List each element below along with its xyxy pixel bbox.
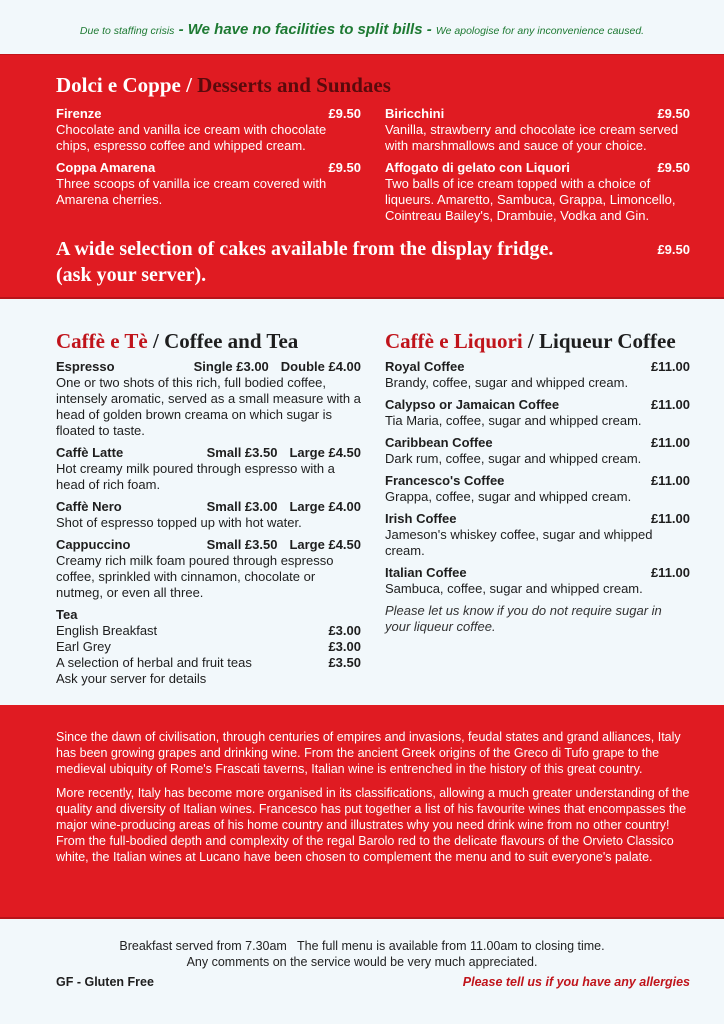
- liqueur-coffee-section: [385, 329, 690, 635]
- item-name: Firenze: [56, 106, 102, 121]
- item-price-small: Single £3.00: [193, 359, 269, 374]
- cakes-price: £9.50: [657, 242, 690, 257]
- item-price-small: Small £3.50: [206, 445, 278, 460]
- desserts-section: [0, 54, 724, 299]
- wine-paragraph: More recently, Italy has become more organised in its classifications, allowing a much greater understanding of the quality and diversity of Italian wines. Francesco has put together a list of his favourite wines that encompasses the major wine-producing areas of his home country and illustrates why you need drink wine from no other country! From the full-bodied depth and complexity of the regal Barolo red to the delicate flavours of the Orvieto Classico white, the Italian wines at Lucano have been chosen to complement the menu and to suit everyone's palate.: [56, 786, 690, 864]
- item-price-large: Large £4.00: [289, 499, 361, 514]
- item-description: Creamy rich milk foam poured through espresso coffee, sprinkled with cinnamon, chocolate or nutmeg, or even all three.: [56, 553, 334, 600]
- item-description: Two balls of ice cream topped with a choice of liqueurs. Amaretto, Sambuca, Grappa, Limoncello, Cointreau Bailey's, Drambuie, Vodka and Gin.: [385, 176, 676, 223]
- tea-note: Ask your server for details: [56, 671, 207, 686]
- sugar-note: Please let us know if you do not require sugar in your liqueur coffee.: [385, 603, 662, 634]
- item-name: Coppa Amarena: [56, 160, 156, 175]
- item-name: Francesco's Coffee: [385, 473, 505, 488]
- tea-row: [56, 623, 361, 639]
- item-name: Royal Coffee: [385, 359, 465, 374]
- menu-item: [385, 473, 690, 505]
- item-price: £11.00: [650, 435, 690, 450]
- item-name: Affogato di gelato con Liquori: [385, 160, 570, 175]
- menu-item: [56, 359, 361, 439]
- desserts-title-italian: Dolci e Coppe: [56, 73, 181, 97]
- item-price-large: Large £4.50: [289, 445, 361, 460]
- wine-section: [0, 705, 724, 919]
- cakes-notice: [56, 236, 690, 288]
- menu-item: [385, 565, 690, 597]
- notice-separator: -: [422, 21, 436, 38]
- item-description: Tia Maria, coffee, sugar and whipped cream.: [385, 413, 642, 428]
- item-price: £11.00: [650, 359, 690, 374]
- cakes-line-2: (ask your server).: [56, 264, 207, 286]
- comments-note: Any comments on the service would be very much appreciated.: [186, 955, 538, 969]
- menu-item: [56, 106, 361, 154]
- allergy-notice: Please tell us if you have any allergies: [462, 975, 690, 989]
- menu-item: [56, 445, 361, 493]
- menu-item: [385, 435, 690, 467]
- item-price: £11.00: [650, 473, 690, 488]
- item-price: £9.50: [657, 106, 690, 121]
- item-price-small: Small £3.50: [206, 537, 278, 552]
- menu-item: [56, 499, 361, 531]
- desserts-left-column: [56, 106, 361, 214]
- cakes-line-1: A wide selection of cakes available from the display fridge.: [56, 238, 554, 260]
- wine-paragraph: Since the dawn of civilisation, through centuries of empires and invasions, feudal states and grand alliances, Italy has been growing grapes and drinking wine. From the ancient Greek origins of the Greco di Tufo grape to the medieval ubiquity of Rome's Frascati taverns, Italian wine is entrenched in the history of this great country.: [56, 730, 681, 776]
- menu-item: [385, 160, 690, 224]
- tea-price: £3.00: [328, 623, 361, 638]
- menu-item: [385, 397, 690, 429]
- notice-separator: -: [174, 21, 188, 38]
- tea-name: A selection of herbal and fruit teas: [56, 655, 252, 670]
- item-name: Caffè Nero: [56, 499, 122, 514]
- item-description: Chocolate and vanilla ice cream with chocolate chips, espresso coffee and whipped cream.: [56, 122, 327, 153]
- tea-price: £3.00: [328, 639, 361, 654]
- gluten-free-legend: GF - Gluten Free: [56, 975, 154, 989]
- split-bills-notice: [0, 21, 724, 39]
- title-separator: /: [522, 329, 539, 353]
- item-price: £11.00: [650, 565, 690, 580]
- item-name: Italian Coffee: [385, 565, 467, 580]
- item-description: Sambuca, coffee, sugar and whipped cream.: [385, 581, 643, 596]
- item-price: £11.00: [650, 397, 690, 412]
- coffee-tea-title-italian: Caffè e Tè: [56, 329, 148, 353]
- item-name: Irish Coffee: [385, 511, 457, 526]
- coffee-tea-section: [56, 329, 361, 687]
- item-name: Caribbean Coffee: [385, 435, 493, 450]
- menu-item: [56, 537, 361, 601]
- item-price-large: Double £4.00: [280, 359, 361, 374]
- coffee-tea-title: [56, 329, 361, 354]
- item-price: £9.50: [657, 160, 690, 175]
- item-price: £11.00: [650, 511, 690, 526]
- menu-item: [385, 359, 690, 391]
- item-description: Hot creamy milk poured through espresso with a head of rich foam.: [56, 461, 335, 492]
- desserts-title: [56, 73, 391, 98]
- liqueur-title-english: Liqueur Coffee: [539, 329, 676, 353]
- item-description: Grappa, coffee, sugar and whipped cream.: [385, 489, 632, 504]
- menu-item: [56, 160, 361, 208]
- menu-item: [385, 106, 690, 154]
- item-description: Jameson's whiskey coffee, sugar and whipped cream.: [385, 527, 653, 558]
- wine-text: [56, 729, 692, 873]
- item-description: Brandy, coffee, sugar and whipped cream.: [385, 375, 629, 390]
- tea-row: [56, 655, 361, 671]
- item-name: Cappuccino: [56, 537, 131, 552]
- liqueur-coffee-title: [385, 329, 690, 354]
- item-description: Vanilla, strawberry and chocolate ice cream served with marshmallows and sauce of your choice.: [385, 122, 679, 153]
- item-price-large: Large £4.50: [289, 537, 361, 552]
- tea-name: Earl Grey: [56, 639, 111, 654]
- desserts-right-column: [385, 106, 690, 230]
- item-description: One or two shots of this rich, full bodied coffee, intensely aromatic, served as a small measure with a head of golden brown creama on which sugar is floated to taste.: [56, 375, 361, 438]
- liqueur-title-italian: Caffè e Liquori: [385, 329, 523, 353]
- item-name: Caffè Latte: [56, 445, 124, 460]
- item-name: Biricchini: [385, 106, 445, 121]
- item-price: £9.50: [328, 106, 361, 121]
- footer-info: [0, 938, 724, 970]
- item-name: Calypso or Jamaican Coffee: [385, 397, 560, 412]
- notice-suffix: We apologise for any inconvenience caused.: [435, 25, 645, 37]
- notice-main: We have no facilities to split bills: [187, 21, 423, 38]
- tea-list: [56, 607, 361, 687]
- tea-heading: Tea: [56, 607, 78, 622]
- item-description: Shot of espresso topped up with hot water.: [56, 515, 302, 530]
- coffee-tea-title-english: Coffee and Tea: [164, 329, 299, 353]
- title-separator: /: [180, 73, 198, 97]
- tea-row: [56, 639, 361, 655]
- menu-item: [385, 511, 690, 559]
- item-price: £9.50: [328, 160, 361, 175]
- item-description: Three scoops of vanilla ice cream covered with Amarena cherries.: [56, 176, 327, 207]
- tea-price: £3.50: [328, 655, 361, 670]
- item-description: Dark rum, coffee, sugar and whipped cream.: [385, 451, 642, 466]
- notice-prefix: Due to staffing crisis: [79, 25, 175, 37]
- title-separator: /: [147, 329, 165, 353]
- item-price-small: Small £3.00: [206, 499, 278, 514]
- opening-hours: Breakfast served from 7.30am The full menu is available from 11.00am to closing time.: [119, 939, 605, 953]
- tea-name: English Breakfast: [56, 623, 158, 638]
- item-name: Espresso: [56, 359, 115, 374]
- desserts-title-english: Desserts and Sundaes: [197, 73, 391, 97]
